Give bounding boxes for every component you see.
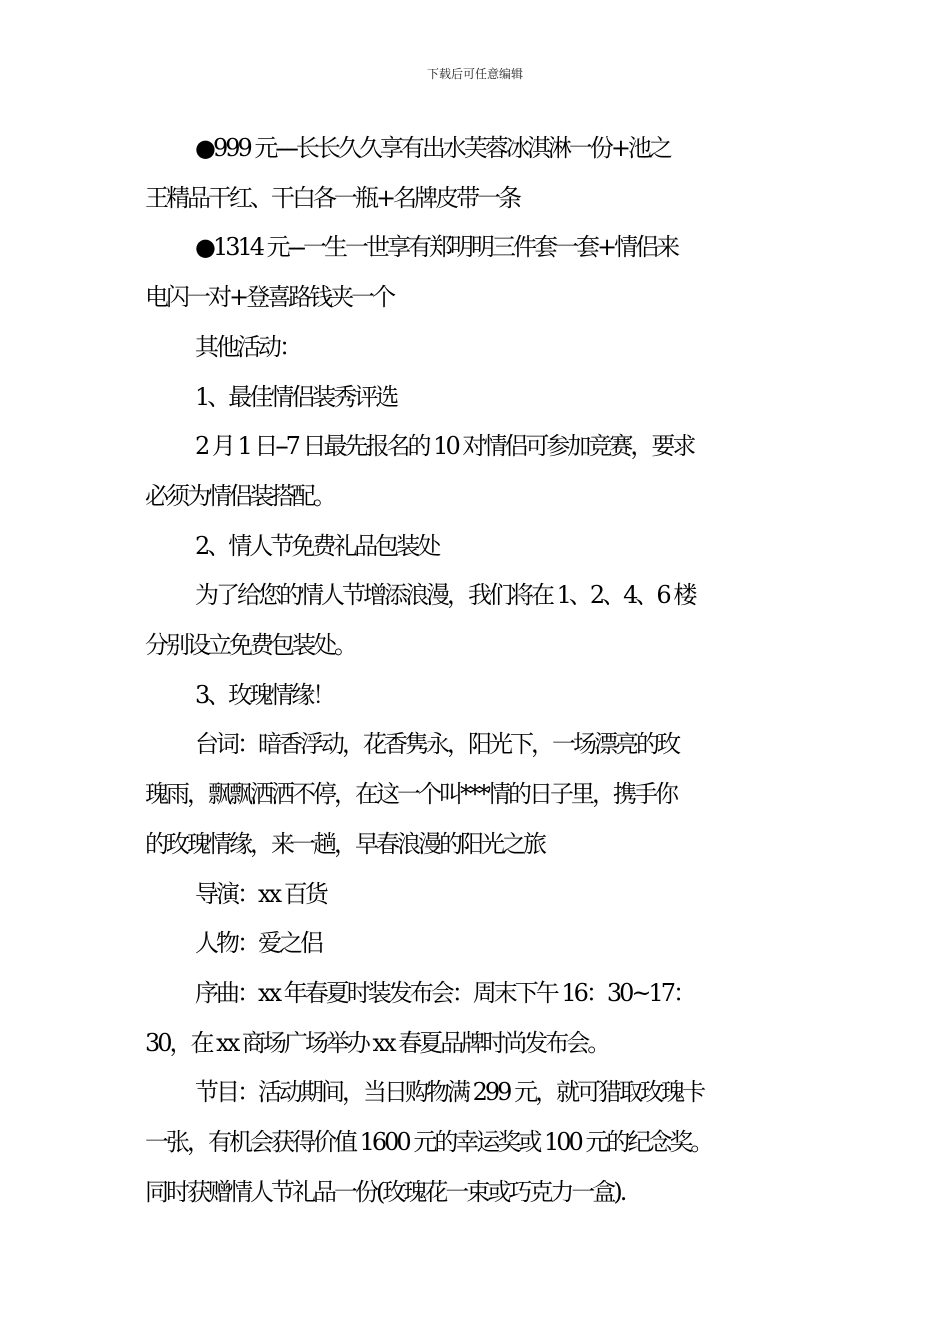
paragraph-line: 必须为情侣装搭配。 xyxy=(145,481,334,510)
paragraph-package-999 xyxy=(145,124,825,223)
paragraph-line: ●999 元----长长久久享有出水芙蓉冰淇淋一份+池之 xyxy=(195,134,670,162)
paragraph-gift-wrap-details xyxy=(145,571,825,670)
paragraph-line: ●1314 元---一生一世享有郑明明三件套一套+情侣来 xyxy=(195,233,678,262)
paragraph-line: 其他活动： xyxy=(195,332,300,361)
page-header: 下载后可任意编辑 xyxy=(426,67,523,81)
paragraph-heading-1 xyxy=(145,373,825,423)
paragraph-line: 为了给您的情人节增添浪漫，我们将在 1、2、4、6 楼 xyxy=(195,581,695,610)
paragraph-line: 瑰雨，飘飘洒洒不停，在这一个叫***情的日子里，携手你 xyxy=(145,780,676,809)
paragraph-line: 人物：爱之侣 xyxy=(195,929,321,958)
paragraph-line: 1、最佳情侣装秀评选 xyxy=(195,382,397,411)
paragraph-program xyxy=(145,1068,825,1217)
paragraph-other-activities xyxy=(145,323,825,373)
paragraph-line: 同时获赠情人节礼品一份(玫瑰花一束或巧克力一盒). xyxy=(145,1177,625,1206)
paragraph-line: 导演：xx 百货 xyxy=(195,879,326,908)
paragraph-line: 的玫瑰情缘，来一趟，早春浪漫的阳光之旅 xyxy=(145,829,544,858)
paragraph-line: 台词：暗香浮动，花香隽永，阳光下，一场漂亮的玫 xyxy=(195,730,678,759)
paragraph-lines-script xyxy=(145,720,825,869)
paragraph-line: 3、玫瑰情缘！ xyxy=(195,680,334,709)
paragraph-line: 30，在 xx 商场广场举办 xx 春夏品牌时尚发布会。 xyxy=(145,1028,609,1057)
paragraph-line: 2、情人节免费礼品包装处 xyxy=(195,531,439,560)
paragraph-package-1314 xyxy=(145,223,825,322)
paragraph-prelude xyxy=(145,969,825,1068)
paragraph-heading-2 xyxy=(145,522,825,572)
document-body xyxy=(145,124,825,1217)
paragraph-line: 王精品干红、干白各一瓶+名牌皮带一条 xyxy=(145,183,520,212)
paragraph-line: 电闪一对+登喜路钱夹一个 xyxy=(145,283,394,312)
paragraph-heading-3 xyxy=(145,671,825,721)
paragraph-director xyxy=(145,870,825,920)
paragraph-contest-details xyxy=(145,422,825,521)
paragraph-line: 节目：活动期间，当日购物满 299 元，就可猎取玫瑰卡 xyxy=(195,1078,704,1107)
paragraph-characters xyxy=(145,919,825,969)
paragraph-line: 序曲：xx 年春夏时装发布会：周末下午 16：30~17： xyxy=(195,978,695,1007)
paragraph-line: 2 月 1 日--7 日最先报名的 10 对情侣可参加竞赛，要求 xyxy=(195,432,694,461)
paragraph-line: 一张，有机会获得价值 1600 元的幸运奖或 100 元的纪念奖。 xyxy=(145,1128,712,1157)
paragraph-line: 分别设立免费包装处。 xyxy=(145,631,355,660)
